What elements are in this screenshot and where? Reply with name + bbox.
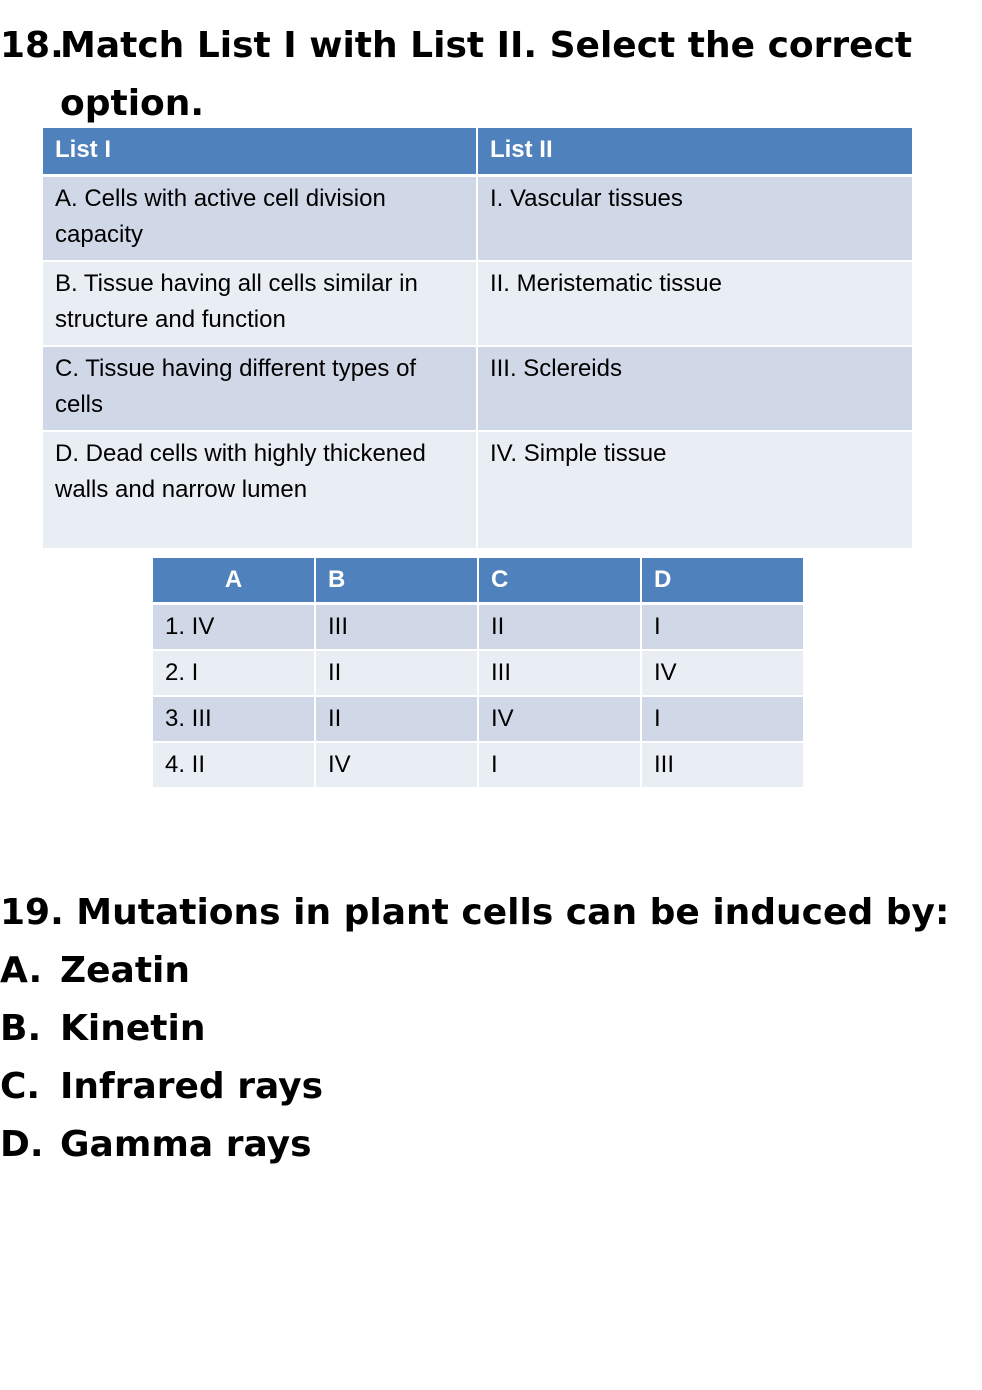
option-letter: A. <box>0 950 43 991</box>
option-cell: I <box>478 742 641 788</box>
table-row <box>42 176 913 262</box>
question-19 <box>0 884 949 1174</box>
answer-option-b[interactable] <box>0 1000 949 1058</box>
question-18-heading <box>0 17 912 133</box>
option-row[interactable] <box>152 650 804 696</box>
column-header-list-1: List I <box>42 127 477 176</box>
option-letter: B. <box>0 1008 42 1049</box>
option-cell: III <box>641 742 804 788</box>
option-cell: IV <box>315 742 478 788</box>
option-text: Kinetin <box>60 1008 206 1049</box>
list-2-cell: II. Meristematic tissue <box>477 261 913 346</box>
option-row[interactable] <box>152 742 804 788</box>
column-header-d: D <box>641 557 804 604</box>
option-letter: D. <box>0 1124 44 1165</box>
column-header-list-2: List II <box>477 127 913 176</box>
question-19-title: 19. Mutations in plant cells can be induced by: <box>0 892 950 933</box>
list-2-cell: IV. Simple tissue <box>477 431 913 549</box>
option-text: Infrared rays <box>60 1066 324 1107</box>
option-cell: 2. I <box>152 650 315 696</box>
table-row <box>42 346 913 431</box>
options-table-header-row <box>152 557 804 604</box>
answer-option-d[interactable] <box>0 1116 949 1174</box>
option-cell: I <box>641 696 804 742</box>
column-header-b: B <box>315 557 478 604</box>
option-row[interactable] <box>152 604 804 651</box>
option-row[interactable] <box>152 696 804 742</box>
option-text: Zeatin <box>60 950 190 991</box>
option-letter: C. <box>0 1066 41 1107</box>
option-cell: II <box>315 696 478 742</box>
column-header-c: C <box>478 557 641 604</box>
question-text-line2: option. <box>60 83 205 124</box>
list-1-cell: B. Tissue having all cells similar in structure and function <box>42 261 477 346</box>
list-1-cell: A. Cells with active cell division capacity <box>42 176 477 262</box>
question-number: 18. <box>0 25 64 66</box>
match-table-header-row <box>42 127 913 176</box>
column-header-a: A <box>152 557 315 604</box>
list-2-cell: III. Sclereids <box>477 346 913 431</box>
option-cell: I <box>641 604 804 651</box>
list-2-cell: I. Vascular tissues <box>477 176 913 262</box>
option-cell: 4. II <box>152 742 315 788</box>
table-row <box>42 261 913 346</box>
question-text-line1: Match List I with List II. Select the correct <box>60 25 913 66</box>
option-cell: II <box>478 604 641 651</box>
list-1-cell: C. Tissue having different types of cells <box>42 346 477 431</box>
option-cell: II <box>315 650 478 696</box>
list-1-cell: D. Dead cells with highly thickened walls and narrow lumen <box>42 431 477 549</box>
match-table <box>41 126 914 550</box>
option-cell: 3. III <box>152 696 315 742</box>
option-cell: III <box>315 604 478 651</box>
option-cell: III <box>478 650 641 696</box>
answer-option-c[interactable] <box>0 1058 949 1116</box>
table-row <box>42 431 913 549</box>
options-table <box>151 556 805 789</box>
option-cell: IV <box>478 696 641 742</box>
answer-option-a[interactable] <box>0 942 949 1000</box>
option-cell: IV <box>641 650 804 696</box>
option-text: Gamma rays <box>60 1124 312 1165</box>
option-cell: 1. IV <box>152 604 315 651</box>
